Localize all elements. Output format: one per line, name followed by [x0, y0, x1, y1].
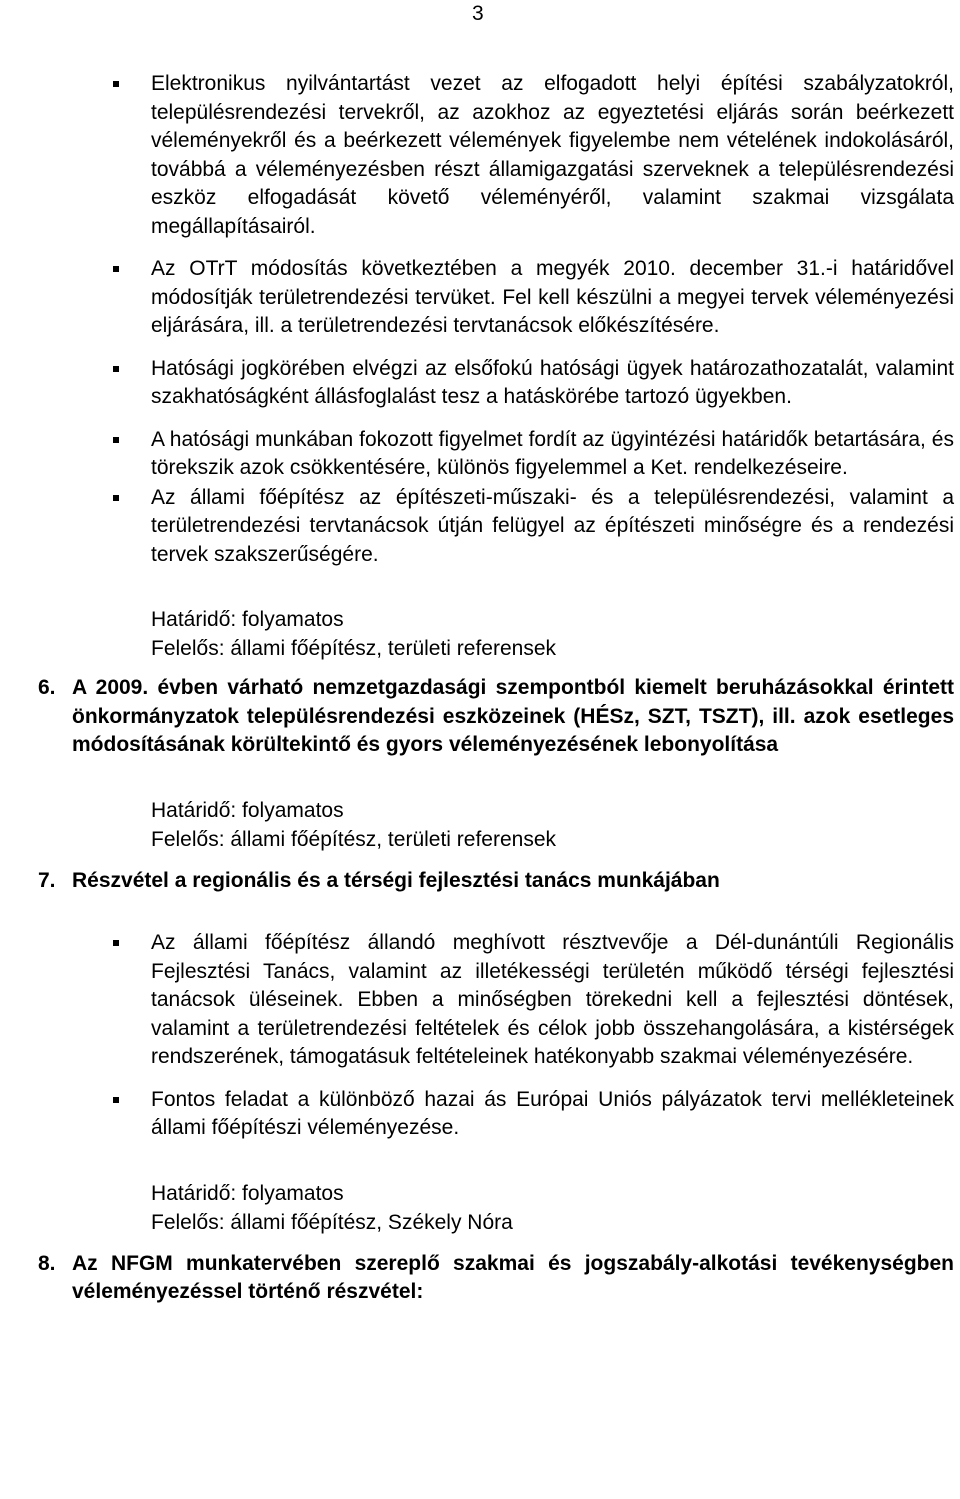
- list-item: [38, 255, 954, 341]
- deadline-line: Határidő: folyamatos: [151, 608, 344, 631]
- square-bullet-icon: [113, 437, 119, 443]
- list-item-text: Az OTrT módosítás következtében a megyék 2010. december 31.-i határidővel módosítják területrendezési tervüket. Fel kell készülni a megyei tervek véleményezési eljárására, ill. a területrendezési tervtanácsok előkészítésére.: [151, 257, 954, 337]
- list-item-text: Hatósági jogkörében elvégzi az elsőfokú hatósági ügyek határozathozatalát, valamint szakhatóságként állásfoglalást tesz a hatáskörébe tartozó ügyekben.: [151, 356, 954, 408]
- square-bullet-icon: [113, 266, 119, 272]
- page-number: 3: [472, 2, 484, 25]
- section-heading: [38, 674, 954, 760]
- section-number: 7.: [38, 868, 56, 892]
- list-item: [38, 70, 954, 241]
- bullet-list-b: [38, 929, 954, 1143]
- list-item: [38, 1086, 954, 1143]
- section-title: Az NFGM munkatervében szereplő szakmai és jogszabály-alkotási tevékenységben véleményezéssel történő részvétel:: [72, 1251, 954, 1303]
- list-item: [38, 484, 954, 570]
- section-heading: [38, 867, 954, 896]
- square-bullet-icon: [113, 1097, 119, 1103]
- square-bullet-icon: [113, 495, 119, 501]
- list-item-text: Az állami főépítész állandó meghívott résztvevője a Dél-dunántúli Regionális Fejlesztési Tanács, valamint az illetékességi területén működő térségi fejlesztési tanácsok üléseinek. Ebben a minőségben törekedni kell a fejlesztési döntések, valamint a területrendezési feltételek és célok jobb összehangolására, a kistérségek rendszerének, támogatásuk feltételeinek hatékonyabb szakmai véleményezésére.: [151, 931, 954, 1068]
- list-item-text: A hatósági munkában fokozott figyelmet fordít az ügyintézési határidők betartására, és törekszik azok csökkentésére, különös figyelemmel a Ket. rendelkezéseire.: [151, 427, 954, 479]
- deadline-line: Határidő: folyamatos: [151, 1181, 344, 1205]
- deadline-block: [38, 796, 954, 854]
- deadline-block: [38, 605, 954, 663]
- deadline-block: [38, 1179, 954, 1237]
- list-item-text: Az állami főépítész az építészeti-műszaki- és a településrendezési, valamint a területrendezési tervtanácsok útján felügyel az építészeti minőségre és a rendezési tervek szakszerűségére.: [151, 485, 954, 566]
- section-title: A 2009. évben várható nemzetgazdasági szempontból kiemelt beruházásokkal érintett önkormányzatok településrendezési eszközeinek (HÉSz, SZT, TSZT), ill. azok esetleges módosításának körültekintő és gyors véleményezésének lebonyolítása: [72, 676, 954, 756]
- section-heading: [38, 1250, 954, 1307]
- list-item: [38, 426, 954, 483]
- responsible-line: Felelős: állami főépítész, Székely Nóra: [151, 1210, 513, 1234]
- responsible-line: Felelős: állami főépítész, területi referensek: [151, 637, 557, 660]
- list-item-text: Fontos feladat a különböző hazai ás Európai Uniós pályázatok tervi mellékleteinek állami főépítészi véleményezése.: [151, 1087, 954, 1139]
- square-bullet-icon: [113, 940, 119, 946]
- bullet-list-a: [38, 70, 954, 569]
- responsible-line: Felelős: állami főépítész, területi referensek: [151, 827, 557, 851]
- section-number: 8.: [38, 1251, 56, 1275]
- document-body: [38, 70, 954, 1307]
- list-item: [38, 355, 954, 412]
- square-bullet-icon: [113, 81, 119, 87]
- square-bullet-icon: [113, 366, 119, 372]
- deadline-line: Határidő: folyamatos: [151, 798, 344, 822]
- section-title: Részvétel a regionális és a térségi fejlesztési tanács munkájában: [72, 868, 720, 892]
- section-number: 6.: [38, 676, 56, 699]
- list-item: [38, 929, 954, 1072]
- list-item-text: Elektronikus nyilvántartást vezet az elfogadott helyi építési szabályzatokról, településrendezési tervekről, az azokhoz az egyeztetési eljárás során beérkezett véleményekről és a beérkezett vélemények figyelembe nem vételének indokolásáról, továbbá a véleményezésben részt államigazgatási szerveknek a településrendezési eszköz elfogadását követő véleményéről, valamint szakmai vizsgálata megállapításairól.: [151, 72, 954, 238]
